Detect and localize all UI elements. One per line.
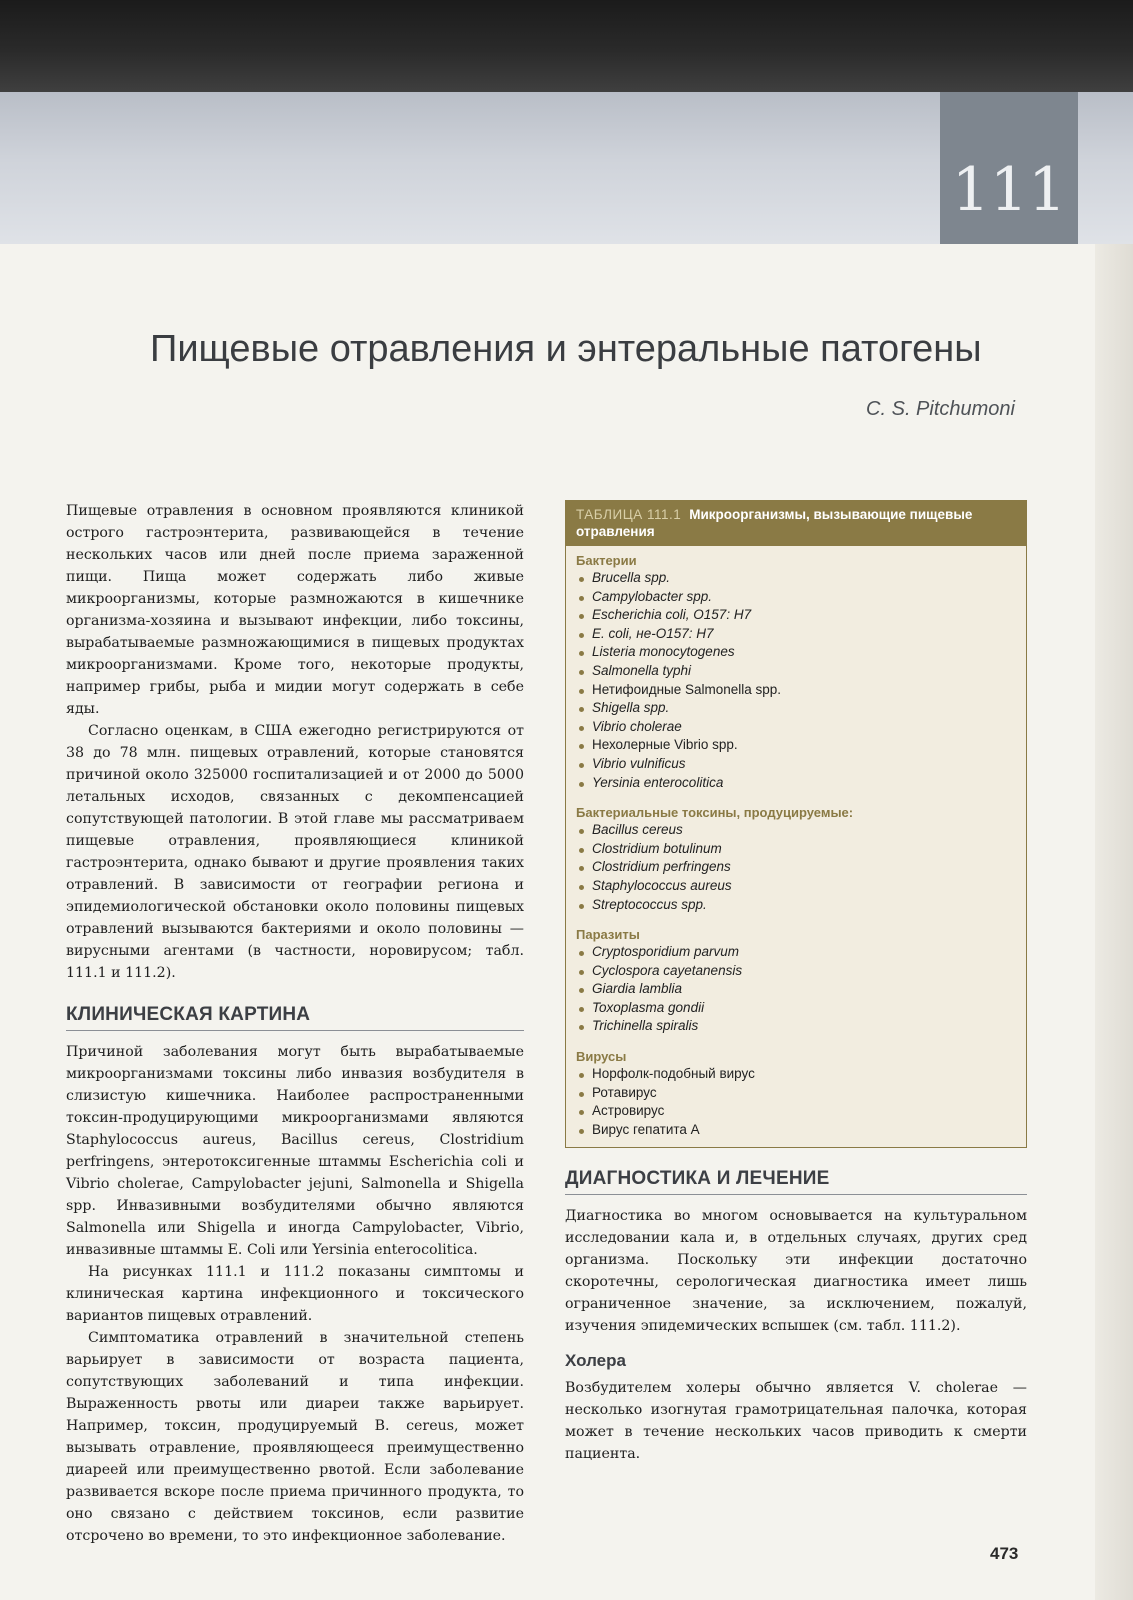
table-111-1 [565,500,1027,1148]
left-column [66,500,524,1547]
paragraph: На рисунках 111.1 и 111.2 показаны симптомы и клиническая картина инфекционного и токсического вариантов пищевых отравлений. [66,1264,524,1324]
list-item: Вирус гепатита А [576,1121,1016,1140]
list-item: Shigella spp. [576,699,1016,718]
list-item: Vibrio cholerae [576,718,1016,737]
page-number: 473 [990,1544,1019,1563]
list-item: Listeria monocytogenes [576,643,1016,662]
chapter-title: Пищевые отравления и энтеральные патогены [150,328,982,370]
group-title: Бактерии [576,553,637,568]
right-column [565,500,1027,1465]
chapter-number: 111 [940,92,1078,244]
list-item: Toxoplasma gondii [576,999,1016,1018]
list-item: Cyclospora cayetanensis [576,962,1016,981]
list-item: Yersinia enterocolitica [576,774,1016,793]
list-item: Астровирус [576,1102,1016,1121]
table-header [566,501,1026,546]
paragraph: Симптоматика отравлений в значительной степень варьирует в зависимости от возраста пациента, сопутствующих заболеваний и типа инфекции. Выраженность рвоты или диареи также варьирует. Например, токсин, продуцируемый B. cereus, может вызывать отравление, проявляющееся преимущественно диареей или преимущественно рвотой. Если заболевание развивается вскоре после приема причинного продукта, то оно связано с действием токсинов, если развитие отсрочено во времени, то это инфекционное заболевание. [66,1330,524,1544]
section-heading-clinical: КЛИНИЧЕСКАЯ КАРТИНА [66,1004,524,1031]
list-item: Нехолерные Vibrio spp. [576,736,1016,755]
list-item: Giardia lamblia [576,980,1016,999]
list-item: Vibrio vulnificus [576,755,1016,774]
table-group-bacteria [576,552,1016,792]
list-item: Escherichia coli, O157: H7 [576,606,1016,625]
subheading-cholera: Холера [565,1351,626,1371]
paragraph: Пищевые отравления в основном проявляются клиникой острого гастроэнтерита, развивающейся в течение нескольких часов или дней после приема зараженной пищи. Пища может содержать либо живые микроорганизмы, которые размножаются в кишечнике организма-хозяина и вызывают инфекции, либо токсины, вырабатываемые размножающимися в пищевых продуктах микроорганизмами. Кроме того, некоторые продукты, например грибы, рыба и мидии могут содержать в себе яды. [66,503,524,717]
table-group-toxins [576,804,1016,914]
table-label: ТАБЛИЦА 111.1 [576,507,682,522]
table-body [566,546,1026,1147]
list-item: Staphylococcus aureus [576,877,1016,896]
list-item: Trichinella spiralis [576,1017,1016,1036]
list-item: Ротавирус [576,1084,1016,1103]
paragraph: Диагностика во многом основывается на культуральном исследовании кала и, в отдельных случаях, других сред организма. Поскольку эти инфекции достаточно скоротечны, серологическая диагностика имеет лишь ограниченное значение, за исключением, пожалуй, изучения эпидемических вспышек (см. табл. 111.2). [565,1208,1027,1335]
list-item: E. coli, не-O157: H7 [576,625,1016,644]
list-item: Clostridium botulinum [576,840,1016,859]
group-title: Вирусы [576,1049,627,1065]
page-edge-strip [1095,244,1133,1600]
paragraph: Согласно оценкам, в США ежегодно регистрируются от 38 до 78 млн. пищевых отравлений, которые становятся причиной около 325000 госпитализацией и от 2000 до 5000 летальных исходов, связанных с декомпенсацией сопутствующей патологии. В этой главе мы рассматриваем пищевые отравления, проявляющиеся клиникой гастроэнтерита, однако бывают и другие проявления таких отравлений. В зависимости от географии региона и эпидемиологической обстановки около половины пищевых отравлений вызываются бактериями и около половины — вирусными агентами (в частности, норовирусом; табл. 111.1 и 111.2). [66,723,524,981]
list-item: Brucella spp. [576,569,1016,588]
paragraph: Возбудителем холеры обычно является V. cholerae — несколько изогнутая грамотрицательная палочка, которая может в течение нескольких часов приводить к смерти пациента. [565,1380,1027,1463]
paragraph: Причиной заболевания могут быть вырабатываемые микроорганизмами токсины либо инвазия возбудителя в слизистую кишечника. Наиболее распространенными токсин-продуцирующими микроорганизмами являются Staphylococcus aureus, Bacillus cereus, Clostridium perfringens, энтеротоксигенные штаммы Escherichia coli и Vibrio cholerae, Campylobacter jejuni, Salmonella и Shigella spp. Инвазивными возбудителями обычно являются Salmonella или Shigella и иногда Campylobacter, Vibrio, инвазивные штаммы E. Coli или Yersinia enterocolitica. [66,1044,524,1258]
chapter-banner-top [0,0,1133,92]
table-group-parasites [576,926,1016,1036]
table-title: Микроорганизмы, вызывающие пищевые отравления [576,507,973,539]
section-heading-diagnosis: ДИАГНОСТИКА И ЛЕЧЕНИЕ [565,1168,1027,1195]
list-item: Clostridium perfringens [576,858,1016,877]
list-item: Нетифоидные Salmonella spp. [576,681,1016,700]
list-item: Cryptosporidium parvum [576,943,1016,962]
list-item: Bacillus cereus [576,821,1016,840]
list-item: Salmonella typhi [576,662,1016,681]
list-item: Streptococcus spp. [576,896,1016,915]
group-title: Бактериальные токсины, продуцируемые: [576,805,854,821]
list-item: Campylobacter spp. [576,588,1016,607]
table-group-viruses [576,1048,1016,1139]
list-item: Норфолк-подобный вирус [576,1065,1016,1084]
chapter-author: C. S. Pitchumoni [866,398,1015,420]
group-title: Паразиты [576,927,640,943]
